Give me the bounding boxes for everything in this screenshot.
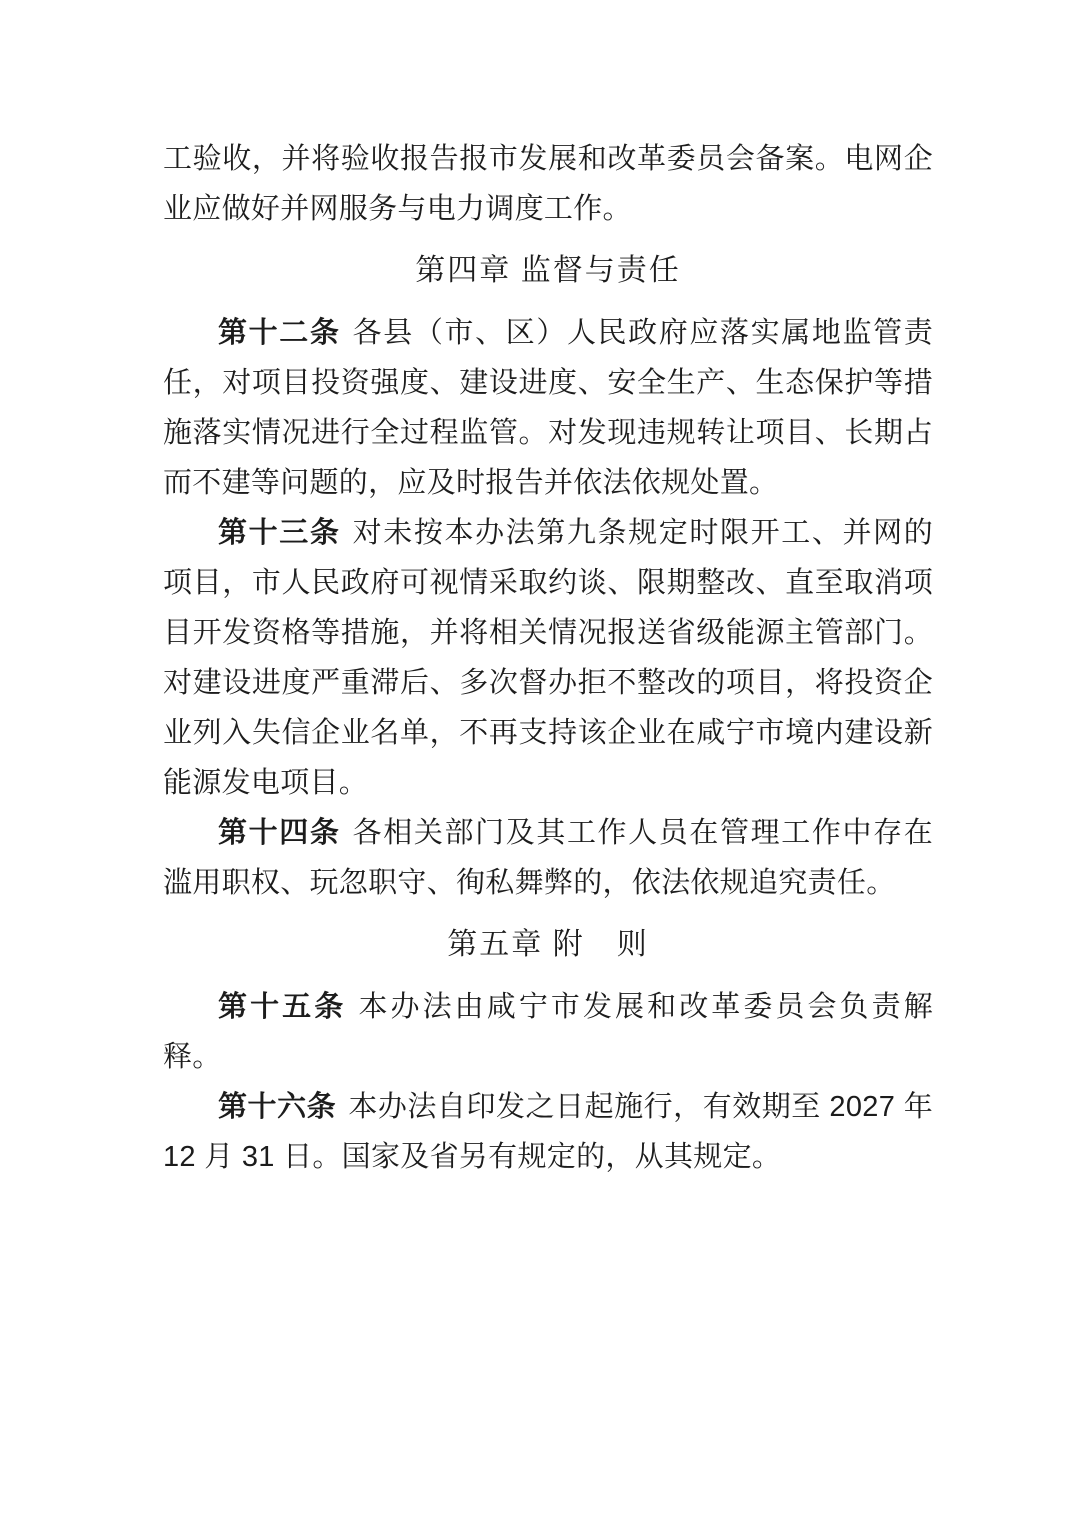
chapter-5-heading: 第五章 附 则 bbox=[447, 928, 649, 961]
article-14-paragraph bbox=[163, 808, 933, 908]
article-13-text: 对未按本办法第九条规定时限开工、并网的项目，市人民政府可视情采取约谈、限期整改、直至取消项目开发资格等措施，并将相关情况报送省级能源主管部门。对建设进度严重滞后、多次督办拒不整改的项目，将投资企业列入失信企业名单，不再支持该企业在咸宁市境内建设新能源发电项目。 bbox=[163, 517, 934, 799]
article-13-label: 第十三条 bbox=[218, 517, 341, 549]
document-content bbox=[163, 134, 933, 1182]
article-16-text: 本办法自印发之日起施行，有效期至 2027 年 12 月 31 日。国家及省另有规定的，从其规定。 bbox=[163, 1091, 934, 1173]
article-13-paragraph bbox=[163, 508, 933, 808]
article-12-paragraph bbox=[163, 308, 933, 508]
chapter-4-heading: 第四章 监督与责任 bbox=[415, 254, 681, 287]
article-14-label: 第十四条 bbox=[218, 817, 341, 849]
article-16-paragraph bbox=[163, 1082, 933, 1182]
article-14-text: 各相关部门及其工作人员在管理工作中存在滥用职权、玩忽职守、徇私舞弊的，依法依规追究责任。 bbox=[163, 817, 934, 899]
article-15-paragraph bbox=[163, 982, 933, 1082]
article-15-label: 第十五条 bbox=[218, 991, 347, 1023]
article-16-label: 第十六条 bbox=[218, 1091, 337, 1123]
article-12-label: 第十二条 bbox=[218, 317, 341, 349]
paragraph-continuation: 工验收，并将验收报告报市发展和改革委员会备案。电网企业应做好并网服务与电力调度工作。 bbox=[163, 143, 933, 225]
article-12-text: 各县（市、区）人民政府应落实属地监管责任，对项目投资强度、建设进度、安全生产、生态保护等措施落实情况进行全过程监管。对发现违规转让项目、长期占而不建等问题的，应及时报告并依法依规处置。 bbox=[163, 317, 934, 499]
article-15-text: 本办法由咸宁市发展和改革委员会负责解释。 bbox=[163, 991, 933, 1073]
